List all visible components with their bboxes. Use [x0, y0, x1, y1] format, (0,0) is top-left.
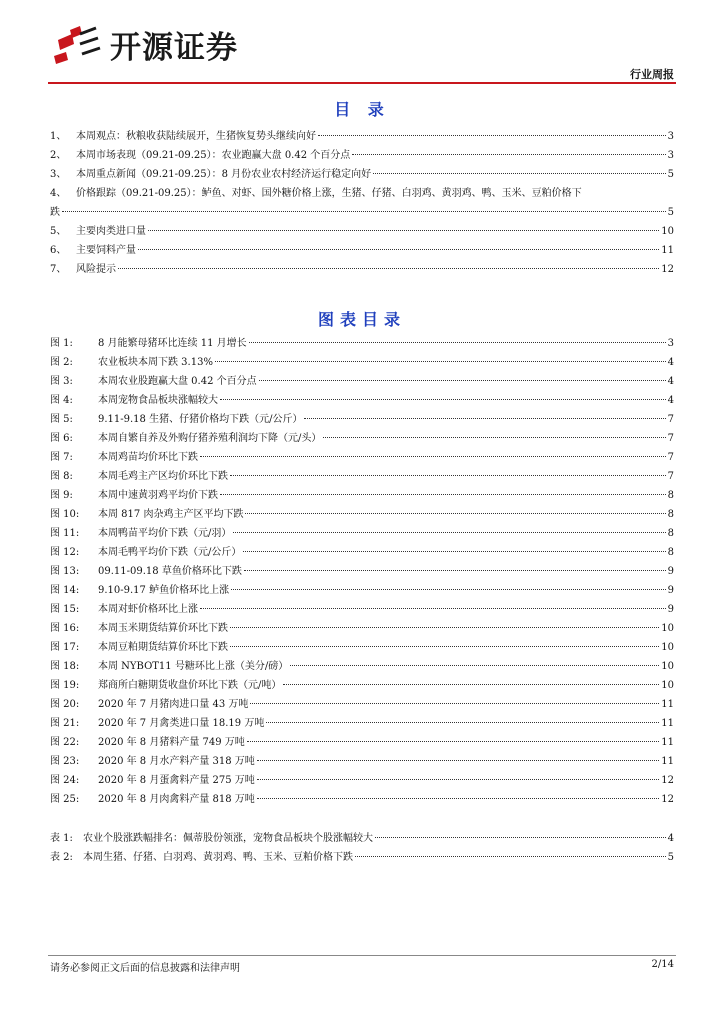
figure-item[interactable]: 图 7: 本周鸡苗均价环比下跌 7: [50, 452, 674, 463]
figure-item[interactable]: 图 1: 8 月能繁母猪环比连续 11 月增长 3: [50, 338, 674, 349]
toc-list: [50, 127, 674, 279]
figure-item[interactable]: 图 5: 9.11-9.18 生猪、仔猪价格均下跌（元/公斤） 7: [50, 414, 674, 425]
figure-item[interactable]: 图 18: 本周 NYBOT11 号糖环比上涨（美分/磅） 10: [50, 661, 674, 672]
figure-item[interactable]: 图 25: 2020 年 8 月肉禽料产量 818 万吨 12: [50, 794, 674, 805]
figure-item[interactable]: 图 3: 本周农业股跑赢大盘 0.42 个百分点 4: [50, 376, 674, 387]
figure-item[interactable]: 图 22: 2020 年 8 月猪料产量 749 万吨 11: [50, 737, 674, 748]
brand-name: 开源证券: [110, 29, 238, 66]
figure-item[interactable]: 图 2: 农业板块本周下跌 3.13% 4: [50, 357, 674, 368]
table-item[interactable]: 表 2: 本周生猪、仔猪、白羽鸡、黄羽鸡、鸭、玉米、豆粕价格下跌 5: [50, 852, 674, 863]
figure-item[interactable]: 图 8: 本周毛鸡主产区均价环比下跌 7: [50, 471, 674, 482]
figure-item[interactable]: 图 24: 2020 年 8 月蛋禽料产量 275 万吨 12: [50, 775, 674, 786]
figures-list: [50, 334, 674, 809]
figure-item[interactable]: 图 23: 2020 年 8 月水产料产量 318 万吨 11: [50, 756, 674, 767]
tables-list: [50, 829, 674, 867]
figure-item[interactable]: 图 20: 2020 年 7 月猪肉进口量 43 万吨 11: [50, 699, 674, 710]
figure-item[interactable]: 图 21: 2020 年 7 月禽类进口量 18.19 万吨 11: [50, 718, 674, 729]
figure-item[interactable]: 图 12: 本周毛鸭平均价下跌（元/公斤） 8: [50, 547, 674, 558]
figure-item[interactable]: 图 19: 郑商所白糖期货收盘价环比下跌（元/吨） 10: [50, 680, 674, 691]
figure-item[interactable]: 图 4: 本周宠物食品板块涨幅较大 4: [50, 395, 674, 406]
figure-item[interactable]: 图 13: 09.11-09.18 草鱼价格环比下跌 9: [50, 566, 674, 577]
page-indicator: 2/14: [651, 959, 674, 970]
logo-mark-icon: [50, 22, 106, 66]
footer-divider: [48, 955, 676, 956]
toc-item[interactable]: 4、 价格跟踪（09.21-09.25）：鲈鱼、对虾、国外糖价格上涨，生猪、仔猪、白羽鸡、黄羽鸡、鸭、玉米、豆粕价格下: [50, 188, 582, 199]
figure-item[interactable]: 图 11: 本周鸭苗平均价下跌（元/羽） 8: [50, 528, 674, 539]
figure-item[interactable]: 图 10: 本周 817 肉杂鸡主产区平均下跌 8: [50, 509, 674, 520]
footer-disclaimer: 请务必参阅正文后面的信息披露和法律声明: [50, 963, 240, 974]
report-type: 行业周报: [630, 68, 674, 81]
toc-item[interactable]: 5、 主要肉类进口量 10: [50, 226, 674, 237]
header-divider: [48, 82, 676, 84]
figure-item[interactable]: 图 15: 本周对虾价格环比上涨 9: [50, 604, 674, 615]
figure-item[interactable]: 图 17: 本周豆粕期货结算价环比下跌 10: [50, 642, 674, 653]
toc-item[interactable]: 3、 本周重点新闻（09.21-09.25）：8 月份农业农村经济运行稳定向好 5: [50, 169, 674, 180]
figure-item[interactable]: 图 6: 本周自繁自养及外购仔猪养殖利润均下降（元/头） 7: [50, 433, 674, 444]
figure-item[interactable]: 图 14: 9.10-9.17 鲈鱼价格环比上涨 9: [50, 585, 674, 596]
toc-item[interactable]: 2、 本周市场表现（09.21-09.25）：农业跑赢大盘 0.42 个百分点 3: [50, 150, 674, 161]
toc-item-continuation[interactable]: 跌 5: [50, 207, 674, 218]
toc-item[interactable]: 6、 主要饲料产量 11: [50, 245, 674, 256]
figure-item[interactable]: 图 9: 本周中速黄羽鸡平均价下跌 8: [50, 490, 674, 501]
table-item[interactable]: 表 1: 农业个股涨跌幅排名：佩蒂股份领涨，宠物食品板块个股涨幅较大 4: [50, 833, 674, 844]
figures-title: 图表目录: [317, 310, 406, 329]
toc-title: 目 录: [334, 100, 390, 119]
toc-item[interactable]: 1、 本周观点：秋粮收获陆续展开，生猪恢复势头继续向好 3: [50, 131, 674, 142]
brand-logo: [50, 22, 238, 66]
figure-item[interactable]: 图 16: 本周玉米期货结算价环比下跌 10: [50, 623, 674, 634]
toc-item[interactable]: 7、 风险提示 12: [50, 264, 674, 275]
